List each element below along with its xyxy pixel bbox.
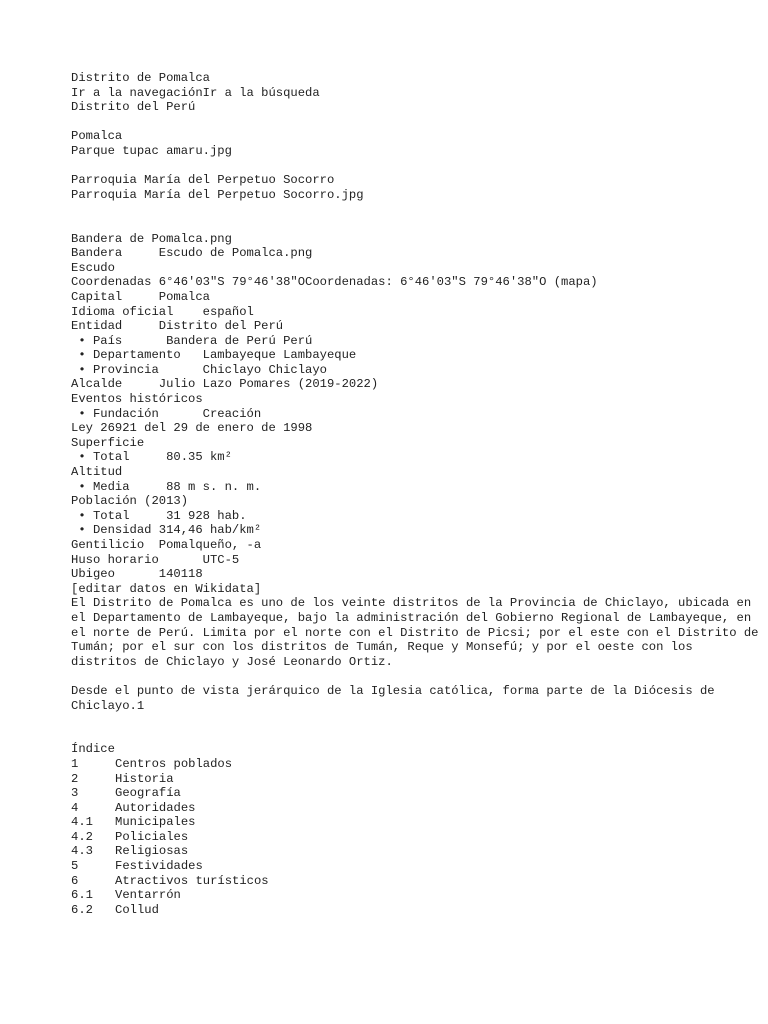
toc-item-label[interactable]: Collud <box>115 902 159 917</box>
infobox-row-province: • Provincia Chiclayo Chiclayo <box>71 362 327 377</box>
table-of-contents <box>71 757 761 918</box>
toc-item[interactable] <box>71 786 761 801</box>
spacer <box>71 202 761 217</box>
diocese-paragraph: Desde el punto de vista jerárquico de la Iglesia católica, forma parte de la Diócesis de Chiclayo.1 <box>71 683 722 713</box>
infobox-name: Pomalca <box>71 129 123 144</box>
infobox-row-events: Eventos históricos <box>71 392 203 407</box>
page-title: Distrito de Pomalca <box>71 71 210 85</box>
toc-item-number: 6.1 <box>71 888 93 903</box>
infobox-row-timezone: Huso horario UTC-5 <box>71 552 240 567</box>
page-subtitle: Distrito del Perú <box>71 100 196 115</box>
spacer <box>71 728 761 743</box>
spacer <box>71 115 761 130</box>
infobox-row-population: Población (2013) <box>71 494 189 509</box>
infobox-row-demonym: Gentilicio Pomalqueño, -a <box>71 538 262 552</box>
infobox-row-country: • País Bandera de Perú Perú <box>71 333 313 348</box>
spacer <box>71 159 761 174</box>
infobox-row-bandera: Bandera Escudo de Pomalca.png <box>71 246 313 261</box>
infobox-row-mayor: Alcalde Julio Lazo Pomares (2019-2022) <box>71 377 379 392</box>
skip-navigation-links[interactable]: Ir a la navegaciónIr a la búsqueda <box>71 85 320 100</box>
spacer <box>71 713 761 728</box>
toc-item[interactable] <box>71 772 761 787</box>
toc-item-number: 6.2 <box>71 902 93 917</box>
toc-item-number: 4.3 <box>71 844 93 859</box>
toc-item-number: 2 <box>71 771 79 786</box>
toc-item-label[interactable]: Festividades <box>115 859 203 874</box>
infobox-image-filename[interactable]: Parroquia María del Perpetuo Socorro.jpg <box>71 187 364 202</box>
infobox-row-population-total: • Total 31 928 hab. <box>71 508 247 523</box>
flag-image-filename[interactable]: Bandera de Pomalca.png <box>71 231 232 246</box>
infobox-row-foundation: • Fundación Creación <box>71 406 262 421</box>
toc-item-number: 6 <box>71 873 79 888</box>
infobox-row-surface-total: • Total 80.35 km² <box>71 450 232 465</box>
toc-item[interactable] <box>71 830 761 845</box>
intro-paragraph: El Distrito de Pomalca es uno de los veinte distritos de la Provincia de Chiclayo, ubicada en el Departamento de Lambayeque, bajo la administración del Gobierno Regional de Lambayeque, en el norte de Perú. Limita por el norte con el Distrito de Picsi; por el este con el Distrito de Tumán; por el sur con los distritos de Tumán, Reque y Monsefú; y por el oeste con los distritos de Chiclayo y José Leonardo Ortiz. <box>71 596 766 669</box>
infobox-row-department: • Departamento Lambayeque Lambayeque <box>71 348 357 363</box>
toc-item-number: 1 <box>71 756 79 771</box>
infobox-row-capital: Capital Pomalca <box>71 289 210 304</box>
toc-item[interactable] <box>71 801 761 816</box>
toc-item-label[interactable]: Ventarrón <box>115 888 181 903</box>
toc-item[interactable] <box>71 859 761 874</box>
toc-item-number: 3 <box>71 786 79 801</box>
infobox-row-entity: Entidad Distrito del Perú <box>71 319 284 334</box>
toc-item-label[interactable]: Atractivos turísticos <box>115 873 269 888</box>
toc-item-label[interactable]: Policiales <box>115 829 189 844</box>
infobox-row-density: • Densidad 314,46 hab/km² <box>71 523 262 538</box>
infobox-row-law: Ley 26921 del 29 de enero de 1998 <box>71 421 313 436</box>
edit-wikidata-link[interactable]: [editar datos en Wikidata] <box>71 581 262 596</box>
toc-item[interactable] <box>71 888 761 903</box>
toc-item-label[interactable]: Geografía <box>115 786 181 801</box>
toc-item-label[interactable]: Centros poblados <box>115 756 233 771</box>
toc-item-number: 4 <box>71 800 79 815</box>
toc-item[interactable] <box>71 874 761 889</box>
toc-item-label[interactable]: Religiosas <box>115 844 189 859</box>
toc-heading: Índice <box>71 742 115 757</box>
infobox-row-ubigeo: Ubigeo 140118 <box>71 567 203 582</box>
toc-item[interactable] <box>71 903 761 918</box>
toc-item-label[interactable]: Historia <box>115 771 174 786</box>
document-page <box>71 71 766 917</box>
toc-item-label[interactable]: Autoridades <box>115 800 196 815</box>
spacer <box>71 669 761 684</box>
toc-item-number: 5 <box>71 859 79 874</box>
toc-item[interactable] <box>71 844 761 859</box>
infobox-row-altitude-mean: • Media 88 m s. n. m. <box>71 479 262 494</box>
spacer <box>71 217 761 232</box>
infobox-image-caption: Parroquia María del Perpetuo Socorro <box>71 173 335 188</box>
infobox-row-language: Idioma oficial español <box>71 304 254 319</box>
infobox-row-altitude: Altitud <box>71 465 123 480</box>
infobox-image-filename[interactable]: Parque tupac amaru.jpg <box>71 143 232 158</box>
toc-item-label[interactable]: Municipales <box>115 815 196 830</box>
toc-item-number: 4.2 <box>71 829 93 844</box>
infobox-row-escudo: Escudo <box>71 260 115 275</box>
infobox-row-surface: Superficie <box>71 435 145 450</box>
toc-item-number: 4.1 <box>71 815 93 830</box>
infobox-row-coordinates[interactable]: Coordenadas 6°46′03″S 79°46′38″OCoordenadas: 6°46′03″S 79°46′38″O (mapa) <box>71 275 598 290</box>
toc-item[interactable] <box>71 757 761 772</box>
toc-item[interactable] <box>71 815 761 830</box>
